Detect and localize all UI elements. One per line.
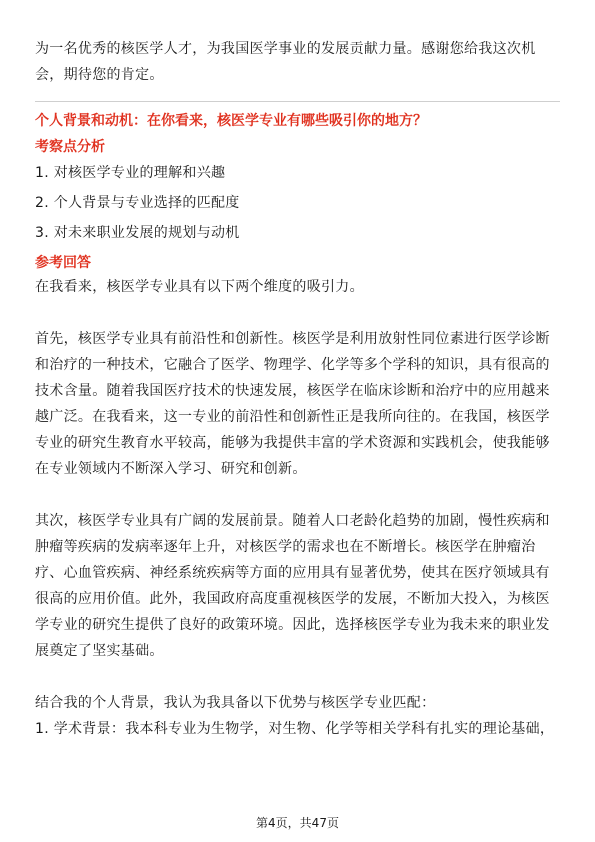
answer-point-1: 1. 学术背景：我本科专业为生物学，对生物、化学等相关学科有扎实的理论基础， bbox=[35, 721, 555, 737]
page-footer: 第4页，共47页 bbox=[256, 816, 339, 830]
question-heading: 个人背景和动机：在你看来，核医学专业有哪些吸引你的地方？ bbox=[35, 113, 427, 129]
intro-paragraph: 为一名优秀的核医学人才，为我国医学事业的发展贡献力量。感谢您给我这次机会，期待您的肯定。 bbox=[35, 41, 536, 83]
analysis-title: 考察点分析 bbox=[35, 139, 105, 155]
analysis-list bbox=[35, 158, 560, 248]
analysis-item: 2. 个人背景与专业选择的匹配度 bbox=[35, 195, 240, 211]
answer-paragraph-2: 其次，核医学专业具有广阔的发展前景。随着人口老龄化趋势的加剧，慢性疾病和肿瘤等疾病的发病率逐年上升，对核医学的需求也在不断增长。核医学在肿瘤治疗、心血管疾病、神经系统疾病等方面的应用具有显著优势，使其在医疗领域具有很高的应用价值。此外，我国政府高度重视核医学的发展，不断加大投入，为核医学专业的研究生提供了良好的政策环境。因此，选择核医学专业为我未来的职业发展奠定了坚实基础。 bbox=[35, 513, 550, 659]
answer-paragraph-3: 结合我的个人背景，我认为我具备以下优势与核医学专业匹配： bbox=[35, 695, 436, 711]
analysis-item: 1. 对核医学专业的理解和兴趣 bbox=[35, 165, 226, 181]
answer-paragraph-1: 首先，核医学专业具有前沿性和创新性。核医学是利用放射性同位素进行医学诊断和治疗的一种技术，它融合了医学、物理学、化学等多个学科的知识，具有很高的技术含量。随着我国医疗技术的快速发展，核医学在临床诊断和治疗中的应用越来越广泛。在我看来，这一专业的前沿性和创新性正是我所向往的。在我国，核医学专业的研究生教育水平较高，能够为我提供丰富的学术资源和实践机会，使我能够在专业领域内不断深入学习、研究和创新。 bbox=[35, 331, 550, 477]
page-content bbox=[35, 36, 560, 742]
answer-title: 参考回答 bbox=[35, 255, 91, 271]
section-divider bbox=[35, 101, 560, 102]
answer-lead: 在我看来，核医学专业具有以下两个维度的吸引力。 bbox=[35, 279, 364, 295]
analysis-item: 3. 对未来职业发展的规划与动机 bbox=[35, 225, 240, 241]
